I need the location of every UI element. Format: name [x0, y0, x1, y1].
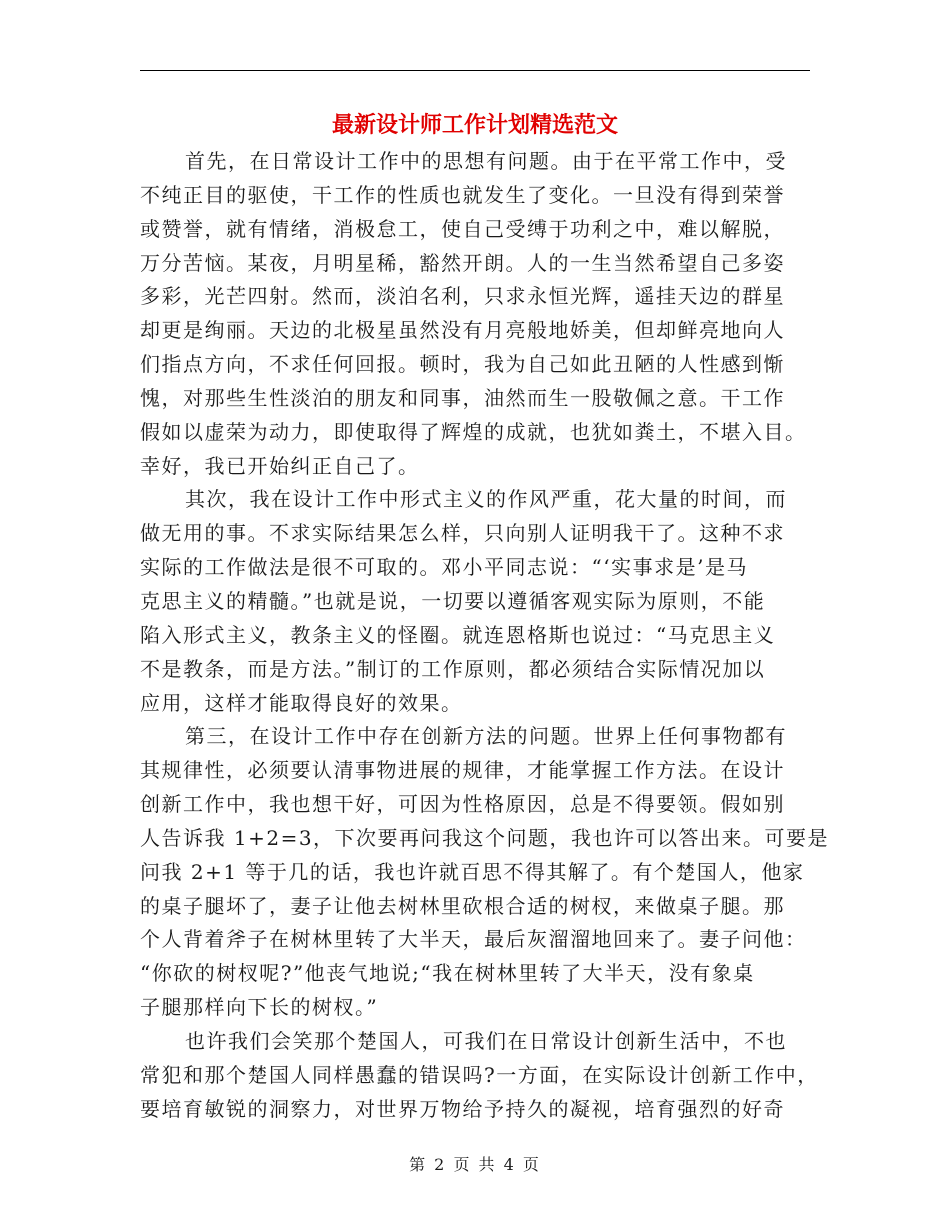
text-line: 陷入形式主义，教条主义的怪圈。就连恩格斯也说过：“马克思主义 [140, 622, 776, 647]
text-line: 或赞誉，就有情绪，消极怠工，使自己受缚于功利之中，难以解脱， [140, 216, 785, 241]
document-body [140, 145, 830, 1126]
page-number-footer: 第 2 页 共 4 页 [409, 1155, 541, 1174]
text-line: 幸好，我已开始纠正自己了。 [140, 453, 420, 478]
text-line: 们指点方向，不求任何回报。顿时，我为自己如此丑陋的人性感到惭 [140, 352, 785, 377]
paragraph-first-line: 第三，在设计工作中存在创新方法的问题。世界上任何事物都有 [185, 724, 787, 749]
document-title: 最新设计师工作计划精选范文 [331, 112, 618, 138]
text-line: 不纯正目的驱使，干工作的性质也就发生了变化。一旦没有得到荣誉 [140, 182, 785, 207]
text-line: 子腿那样向下长的树杈。” [140, 995, 379, 1020]
text-line: 万分苦恼。某夜，月明星稀，豁然开朗。人的一生当然希望自己多姿 [140, 250, 785, 275]
paragraph-first-line: 也许我们会笑那个楚国人，可我们在日常设计创新生活中，不也 [185, 1028, 787, 1053]
paragraph-first-line: 其次，我在设计工作中形式主义的作风严重，花大量的时间，而 [185, 487, 787, 512]
paragraph-first-line: 首先，在日常设计工作中的思想有问题。由于在平常工作中，受 [185, 149, 787, 173]
text-line: “你砍的树杈呢?”他丧气地说;“我在树林里转了大半天，没有象桌 [140, 961, 755, 986]
text-line: 克思主义的精髓。”也就是说，一切要以遵循客观实际为原则，不能 [140, 588, 766, 613]
text-line: 要培育敏锐的洞察力，对世界万物给予持久的凝视，培育强烈的好奇 [140, 1096, 785, 1121]
text-line: 不是教条，而是方法。”制订的工作原则，都必须结合实际情况加以 [140, 656, 766, 681]
text-line: 应用，这样才能取得良好的效果。 [140, 690, 463, 715]
text-line: 人告诉我 1+2=3，下次要再问我这个问题，我也许可以答出来。可要是 [140, 825, 830, 850]
text-line: 其规律性，必须要认清事物进展的规律，才能掌握工作方法。在设计 [140, 758, 785, 783]
header-rule [140, 70, 810, 71]
text-line: 问我 2+1 等于几的话，我也许就百思不得其解了。有个楚国人，他家 [140, 859, 805, 884]
text-line: 个人背着斧子在树林里转了大半天，最后灰溜溜地回来了。妻子问他： [140, 927, 807, 952]
text-line: 假如以虚荣为动力，即使取得了辉煌的成就，也犹如粪土，不堪入目。 [140, 419, 807, 444]
text-line: 却更是绚丽。天边的北极星虽然没有月亮般地娇美，但却鲜亮地向人 [140, 318, 785, 343]
text-line: 的桌子腿坏了，妻子让他去树林里砍根合适的树杈，来做桌子腿。那 [140, 893, 785, 918]
text-line: 愧，对那些生性淡泊的朋友和同事，油然而生一股敬佩之意。干工作 [140, 385, 785, 410]
text-line: 做无用的事。不求实际结果怎么样，只向别人证明我干了。这种不求 [140, 521, 785, 546]
text-line: 多彩，光芒四射。然而，淡泊名利，只求永恒光辉，遥挂天边的群星 [140, 284, 785, 309]
text-line: 常犯和那个楚国人同样愚蠢的错误吗?一方面，在实际设计创新工作中， [140, 1062, 819, 1087]
text-line: 实际的工作做法是很不可取的。邓小平同志说：“‘实事求是’是马 [140, 555, 748, 580]
text-line: 创新工作中，我也想干好，可因为性格原因，总是不得要领。假如别 [140, 792, 785, 817]
